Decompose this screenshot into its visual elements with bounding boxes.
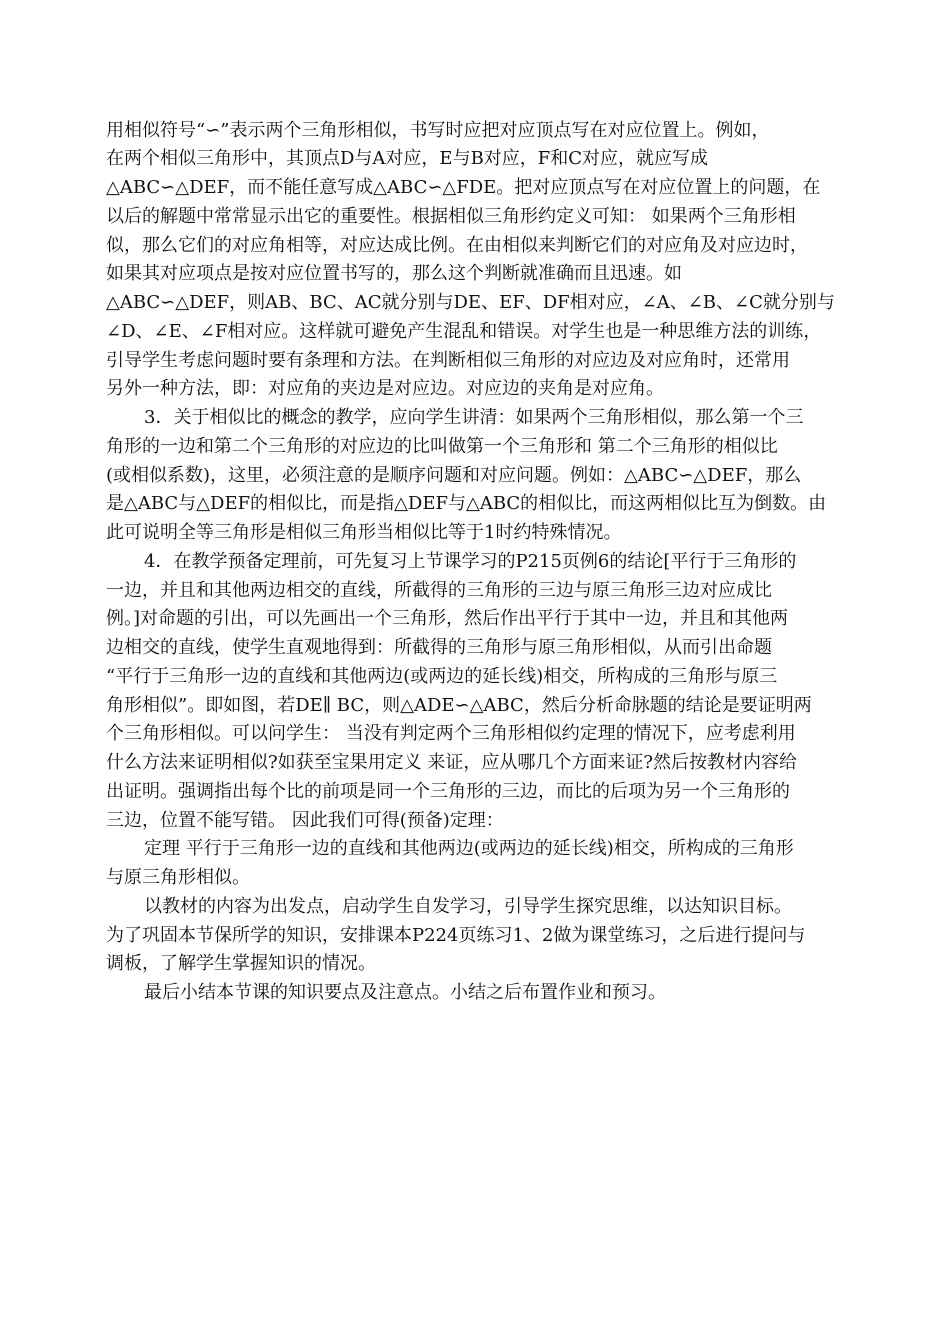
text-line-18: 例。]对命题的引出，可以先画出一个三角形，然后作出平行于其中一边，并且和其他两 (106, 608, 789, 629)
text-line-4: 以后的解题中常常显示出它的重要性。根据相似三角形约定义可知： 如果两个三角形相 (106, 206, 796, 227)
text-line-15: 此可说明全等三角形是相似三角形当相似比等于1时约特殊情况。 (106, 522, 622, 543)
text-line-11: 3．关于相似比的概念的教学，应向学生讲清：如果两个三角形相似，那么第一个三 (144, 407, 804, 428)
text-line-16: 4．在教学预备定理前，可先复习上节课学习的P215页例6的结论[平行于三角形的 (144, 551, 797, 572)
text-line-13: (或相似系数)，这里，必须注意的是顺序问题和对应问题。例如：△ABC∽△DEF，那么 (106, 465, 802, 486)
text-line-24: 出证明。强调指出每个比的前项是同一个三角形的三边，而比的后项为另一个三角形的 (106, 781, 790, 802)
text-line-28: 以教材的内容为出发点，启动学生自发学习，引导学生探究思维，以达知识目标。 (144, 896, 792, 917)
text-line-9: 引导学生考虑问题时要有条理和方法。在判断相似三角形的对应边及对应角时，还常用 (106, 350, 790, 371)
text-line-6: 如果其对应项点是按对应位置书写的，那么这个判断就准确而且迅速。如 (106, 263, 682, 284)
text-line-21: 角形相似”。即如图，若DE∥ BC，则△ADE∽△ABC，然后分析命脉题的结论是要证明两 (106, 695, 812, 716)
text-line-23: 什么方法来证明相似?如获至宝果用定义 来证，应从哪几个方面来证?然后按教材内容给 (106, 752, 798, 773)
text-line-1: 用相似符号“∽”表示两个三角形相似，书写时应把对应顶点写在对应位置上。例如， (106, 120, 770, 141)
text-line-2: 在两个相似三角形中，其顶点D与A对应，E与B对应，F和C对应，就应写成 (106, 148, 709, 169)
text-line-30: 调板，了解学生掌握知识的情况。 (106, 953, 376, 974)
text-line-29: 为了巩固本节保所学的知识，安排课本P224页练习1、2做为课堂练习，之后进行提问与 (106, 925, 806, 946)
text-line-10: 另外一种方法，即：对应角的夹边是对应边。对应边的夹角是对应角。 (106, 378, 664, 399)
text-line-25: 三边，位置不能写错。 因此我们可得(预备)定理： (106, 810, 504, 831)
text-line-20: “平行于三角形一边的直线和其他两边(或两边的延长线)相交，所构成的三角形与原三 (106, 666, 778, 687)
text-line-14: 是△ABC与△DEF的相似比，而是指△DEF与△ABC的相似比，而这两相似比互为倒数。由 (106, 493, 827, 514)
text-line-8: ∠D、∠E、∠F相对应。这样就可避免产生混乱和错误。对学生也是一种思维方法的训练， (106, 321, 822, 342)
text-line-31: 最后小结本节课的知识要点及注意点。小结之后布置作业和预习。 (144, 982, 666, 1003)
text-line-17: 一边，并且和其他两边相交的直线，所截得的三角形的三边与原三角形三边对应成比 (106, 580, 772, 601)
text-line-3: △ABC∽△DEF，而不能任意写成△ABC∽△FDE。把对应顶点写在对应位置上的问题，在 (106, 177, 821, 198)
text-line-7: △ABC∽△DEF，则AB、BC、AC就分别与DE、EF、DF相对应，∠A、∠B、∠C就分别与 (106, 292, 835, 313)
text-line-19: 边相交的直线，使学生直观地得到：所截得的三角形与原三角形相似，从而引出命题 (106, 637, 772, 658)
text-line-26: 定理 平行于三角形一边的直线和其他两边(或两边的延长线)相交，所构成的三角形 (144, 838, 794, 859)
text-line-5: 似，那么它们的对应角相等，对应达成比例。在由相似来判断它们的对应角及对应边时， (106, 235, 808, 256)
text-line-12: 角形的一边和第二个三角形的对应边的比叫做第一个三角形和 第二个三角形的相似比 (106, 436, 778, 457)
text-line-22: 个三角形相似。可以问学生： 当没有判定两个三角形相似约定理的情况下，应考虑利用 (106, 723, 796, 744)
text-line-27: 与原三角形相似。 (106, 867, 250, 888)
